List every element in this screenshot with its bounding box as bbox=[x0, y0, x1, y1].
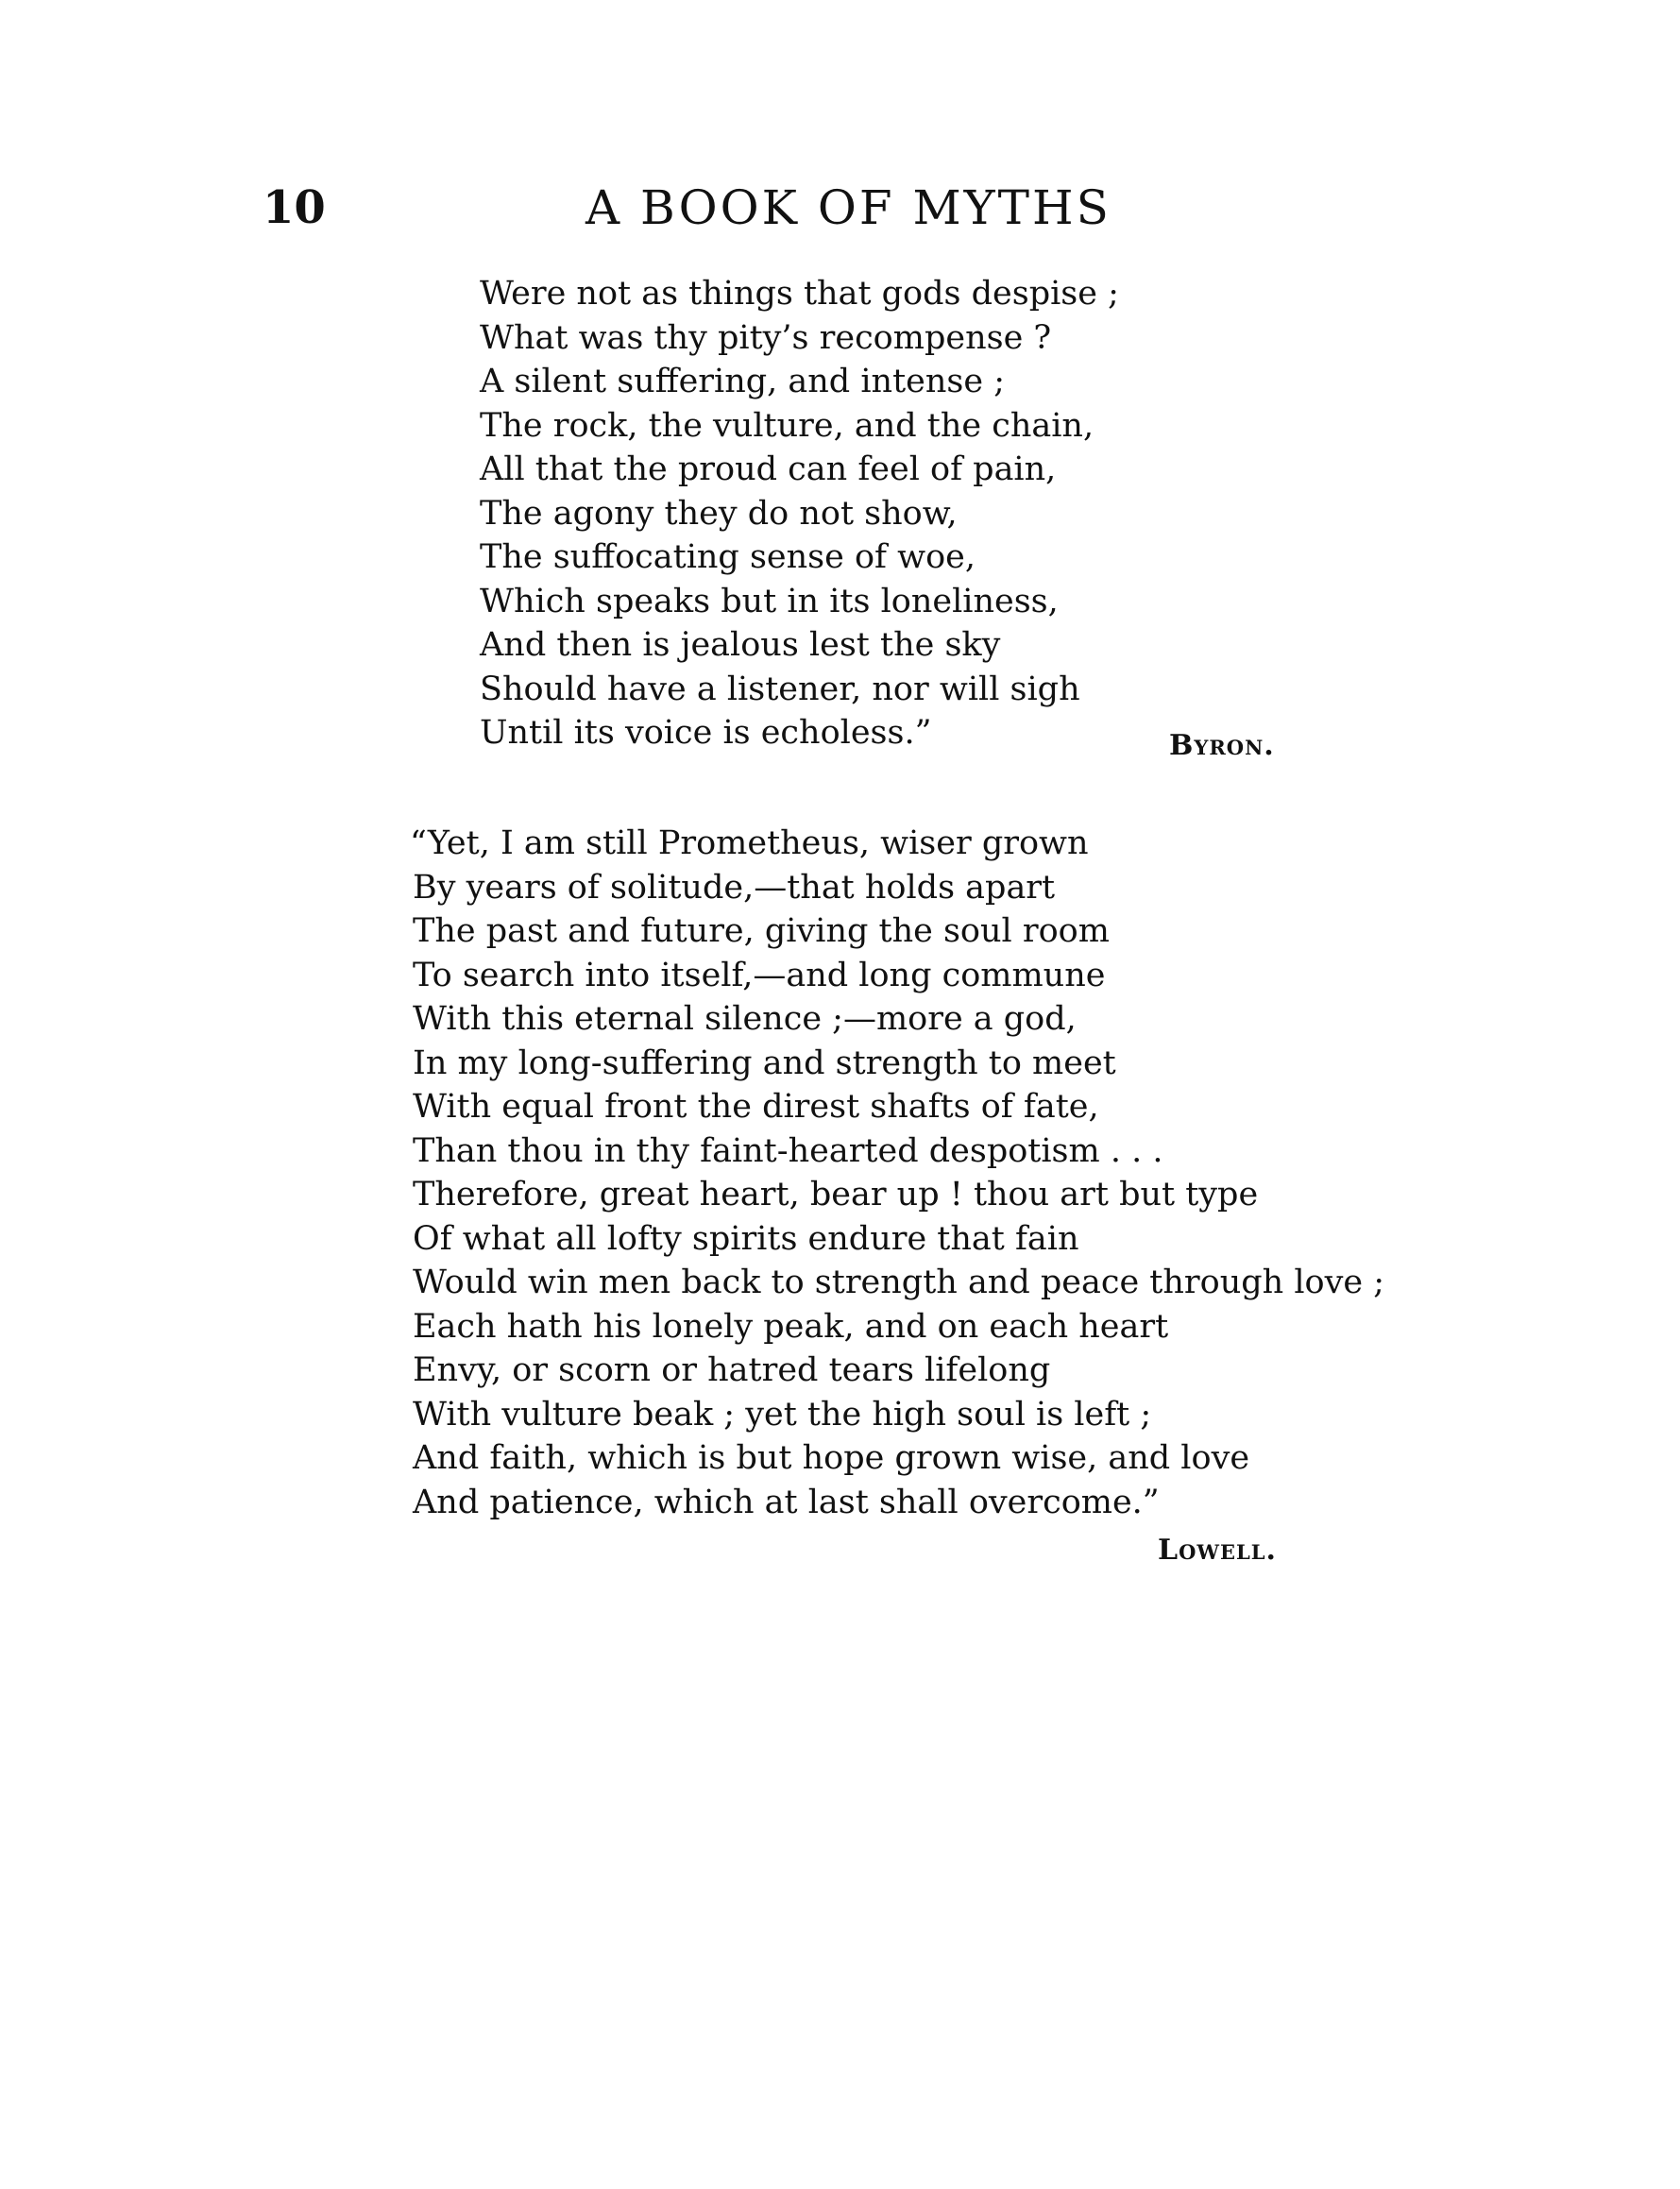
verse-line: To search into itself,—and long commune bbox=[413, 956, 1106, 994]
verse-line: Should have a listener, nor will sigh bbox=[480, 670, 1080, 708]
verse-line: Were not as things that gods despise ; bbox=[480, 275, 1119, 313]
verse-line: With vulture beak ; yet the high soul is left ; bbox=[413, 1395, 1152, 1434]
verse-line: All that the proud can feel of pain, bbox=[480, 450, 1057, 488]
attribution-lowell: Lowell. bbox=[1158, 1534, 1277, 1567]
verse-line: And then is jealous lest the sky bbox=[480, 626, 1001, 664]
lowell-verse bbox=[410, 822, 1384, 1524]
running-title: A BOOK OF MYTHS bbox=[585, 180, 1112, 235]
verse-line: Envy, or scorn or hatred tears lifelong bbox=[413, 1351, 1051, 1389]
verse-line: “Yet, I am still Prometheus, wiser grown bbox=[410, 824, 1089, 862]
verse-line: With this eternal silence ;—more a god, bbox=[413, 1000, 1077, 1038]
verse-line: A silent suffering, and intense ; bbox=[480, 363, 1005, 400]
verse-line: By years of solitude,—that holds apart bbox=[413, 868, 1056, 907]
verse-line: Therefore, great heart, bear up ! thou art but type bbox=[413, 1176, 1259, 1213]
verse-line: In my long-suffering and strength to meet bbox=[413, 1044, 1116, 1082]
byron-verse bbox=[480, 272, 1119, 755]
verse-line: The rock, the vulture, and the chain, bbox=[480, 406, 1095, 445]
verse-line: The agony they do not show, bbox=[480, 494, 958, 533]
verse-line: Which speaks but in its loneliness, bbox=[480, 582, 1059, 620]
verse-line: Would win men back to strength and peace through love ; bbox=[413, 1264, 1384, 1301]
verse-line: What was thy pity’s recompense ? bbox=[480, 318, 1052, 357]
verse-line: And faith, which is but hope grown wise, and love bbox=[413, 1439, 1250, 1477]
verse-line: Each hath his lonely peak, and on each heart bbox=[413, 1307, 1169, 1346]
verse-line: The suffocating sense of woe, bbox=[480, 538, 976, 576]
verse-line: The past and future, giving the soul room bbox=[413, 912, 1110, 950]
page-number: 10 bbox=[263, 181, 326, 234]
verse-line: Of what all lofty spirits endure that fain bbox=[413, 1219, 1079, 1258]
verse-line: With equal front the direst shafts of fate, bbox=[413, 1088, 1099, 1126]
verse-line: Until its voice is echoless.” bbox=[480, 714, 932, 752]
verse-line: Than thou in thy faint-hearted despotism . . . bbox=[413, 1131, 1163, 1170]
verse-line: And patience, which at last shall overcome.” bbox=[413, 1483, 1160, 1521]
attribution-byron: Byron. bbox=[1169, 729, 1275, 762]
